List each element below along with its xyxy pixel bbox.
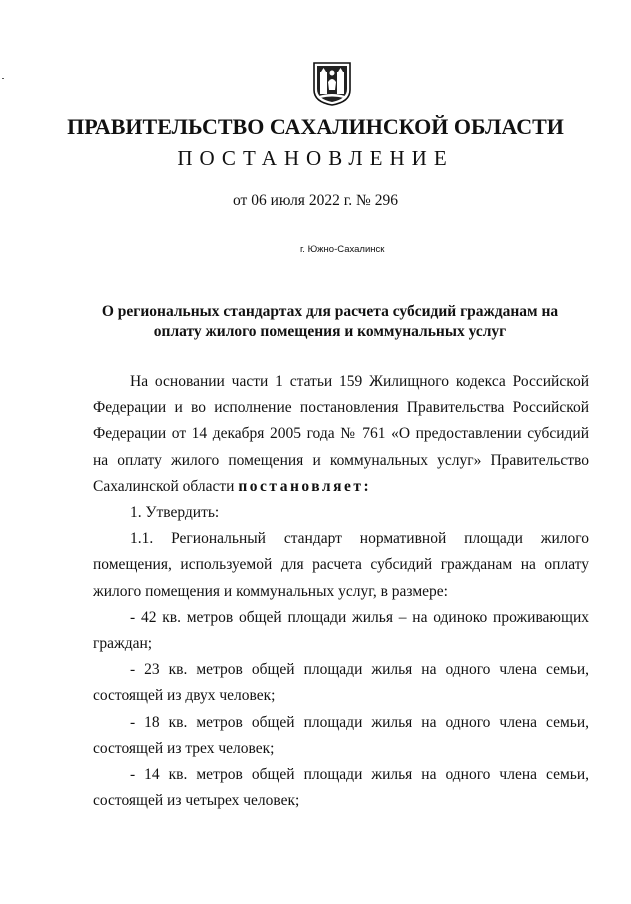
scan-artifact bbox=[2, 78, 4, 79]
document-subject: О региональных стандартах для расчета субсидий гражданам на оплату жилого помещения и коммунальных услуг bbox=[101, 303, 559, 340]
paragraph-1-1: 1.1. Региональный стандарт нормативной площади жилого помещения, используемой для расчета субсидий гражданам на оплату жилого помещения и коммунальных услуг, в размере: bbox=[93, 530, 589, 600]
document-type: ПОСТАНОВЛЕНИЕ bbox=[177, 146, 454, 170]
preamble-text: На основании части 1 статьи 159 Жилищного кодекса Российской Федерации и во исполнение постановления Правительства Российской Федерации от 14 декабря 2005 года № 761 «О предоставлении субсидий на оплату жилого помещения и коммунальных услуг» Правительство Сахалинской области bbox=[93, 373, 589, 495]
list-item-single: - 42 кв. метров общей площади жилья – на одиноко проживающих граждан; bbox=[93, 608, 589, 653]
coat-of-arms-icon bbox=[311, 60, 353, 106]
document-body bbox=[93, 369, 589, 814]
list-item-three-persons: - 18 кв. метров общей площади жилья на одного члена семьи, состоящей из трех человек; bbox=[93, 713, 589, 757]
date-and-number: от 06 июля 2022 г. № 296 bbox=[233, 192, 398, 209]
decree-word: постановляет: bbox=[238, 477, 372, 495]
list-item-four-persons: - 14 кв. метров общей площади жилья на одного члена семьи, состоящей из четырех человек; bbox=[93, 766, 589, 810]
paragraph-approve: 1. Утвердить: bbox=[130, 504, 220, 522]
city: г. Южно-Сахалинск bbox=[300, 244, 385, 255]
preamble-paragraph bbox=[93, 369, 589, 500]
government-title: ПРАВИТЕЛЬСТВО САХАЛИНСКОЙ ОБЛАСТИ bbox=[67, 114, 564, 139]
list-item-two-persons: - 23 кв. метров общей площади жилья на одного члена семьи, состоящей из двух человек; bbox=[93, 661, 589, 705]
